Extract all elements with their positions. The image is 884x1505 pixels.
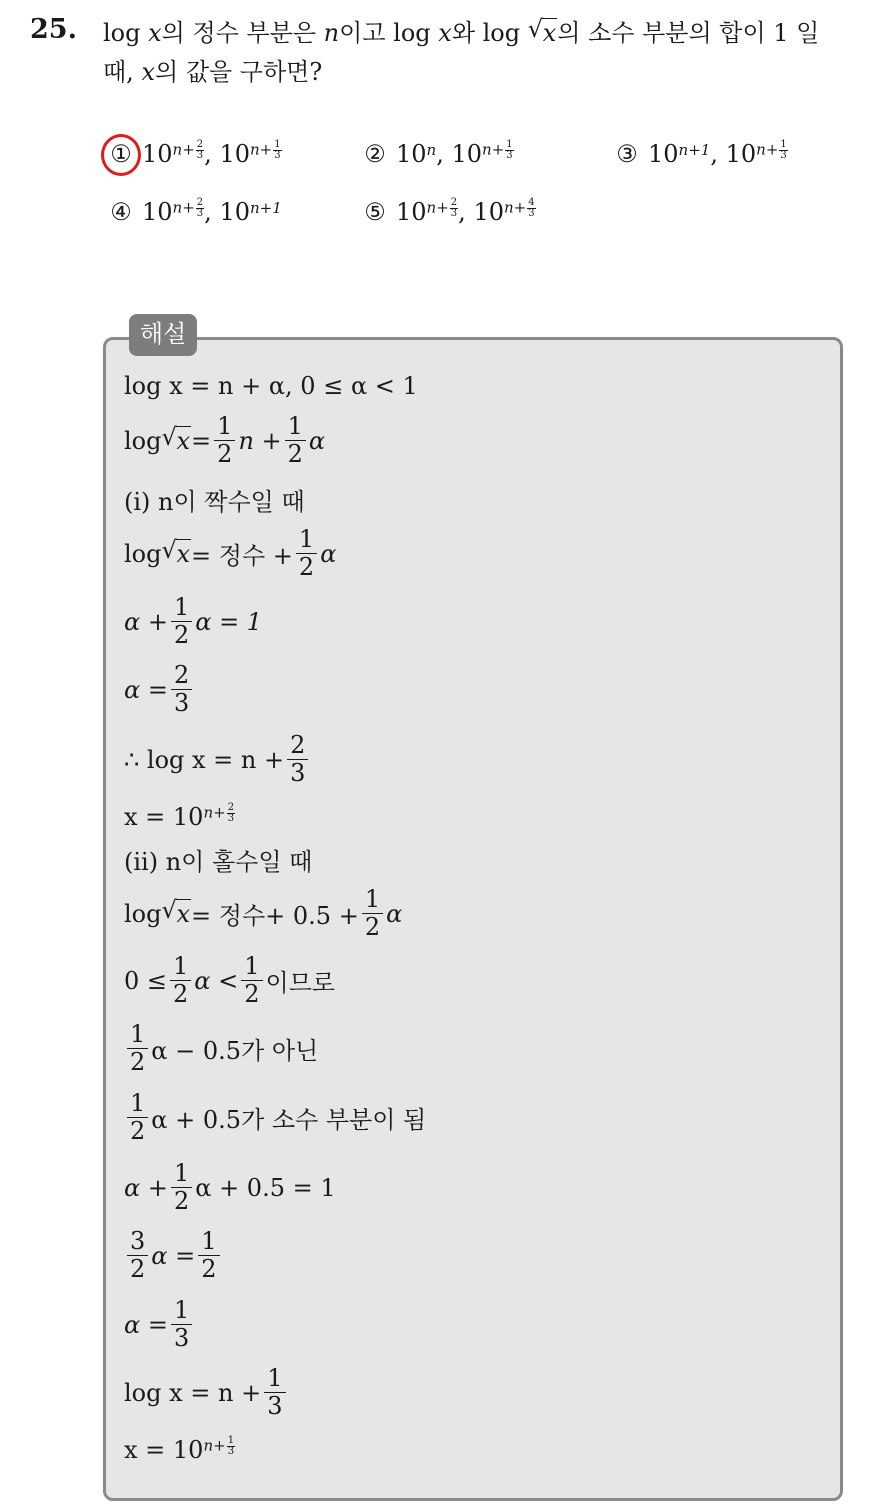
solution-line-2: log √ x = $\frac{1}{2}$ n + $\frac{1}{2}$ α — [124, 412, 326, 468]
solution-line-8: x = 10 $^{n+ \frac{2}{3}}$ — [124, 801, 235, 831]
solution-line-10: log √ x = 정수+ 0.5 + $\frac{1}{2}$ α — [124, 885, 403, 941]
choice-2[interactable]: ② 10 $^n$ , 10 $^{n+ \frac{1}{3}}$ — [364, 138, 513, 168]
solution-line-17: log x = n + $\frac{1}{3}$ — [124, 1365, 289, 1420]
choice-1[interactable]: ① 10 $^{n+ \frac{2}{3}}$ , 10 $^{n+ \frac{1}{3}}$ — [110, 138, 281, 168]
solution-line-18: x = 10 $^{n+ \frac{1}{3}}$ — [124, 1434, 235, 1464]
question-number: 25. — [30, 14, 77, 45]
solution-line-11: 0 ≤ $\frac{1}{2}$ α < $\frac{1}{2}$ 이므로 — [124, 952, 336, 1008]
solution-line-12: $\frac{1}{2}$ α − 0.5가 아닌 — [124, 1021, 318, 1076]
solution-line-16: α = $\frac{1}{3}$ — [124, 1297, 195, 1352]
solution-line-15: $\frac{3}{2}$ α = $\frac{1}{2}$ — [124, 1228, 223, 1283]
solution-line-6: α = $\frac{2}{3}$ — [124, 662, 195, 717]
choice-4[interactable]: ④ 10 $^{n+ \frac{2}{3}}$ , 10 $^{n+1}$ — [110, 196, 282, 226]
solution-line-5: α + $\frac{1}{2}$ α = 1 — [124, 593, 263, 649]
solution-line-14: α + $\frac{1}{2}$ α + 0.5 = 1 — [124, 1159, 336, 1215]
solution-line-13: $\frac{1}{2}$ α + 0.5가 소수 부분이 됨 — [124, 1090, 426, 1145]
question-line-1: log x의 정수 부분은 n이고 log x와 log √ x의 소수 부분의 합이 1 일 — [103, 14, 863, 53]
solution-line-3: (i) n이 짝수일 때 — [124, 488, 305, 516]
solution-tab: 해설 — [129, 314, 197, 356]
solution-line-4: log √ x = 정수 + $\frac{1}{2}$ α — [124, 525, 337, 581]
solution-line-9: (ii) n이 홀수일 때 — [124, 848, 313, 876]
choice-3[interactable]: ③ 10 $^{n+1}$ , 10 $^{n+ \frac{1}{3}}$ — [616, 138, 787, 168]
question-line-2: 때, x의 값을 구하면? — [103, 58, 323, 86]
solution-line-7: ∴ log x = n + $\frac{2}{3}$ — [124, 732, 311, 787]
choice-5[interactable]: ⑤ 10 $^{n+ \frac{2}{3}}$ , 10 $^{n+ \frac{4}{3}}$ — [364, 196, 535, 226]
sqrt-symbol: √ x — [527, 15, 557, 47]
question-text — [103, 14, 863, 92]
solution-line-1: log x = n + α, 0 ≤ α < 1 — [124, 372, 418, 400]
